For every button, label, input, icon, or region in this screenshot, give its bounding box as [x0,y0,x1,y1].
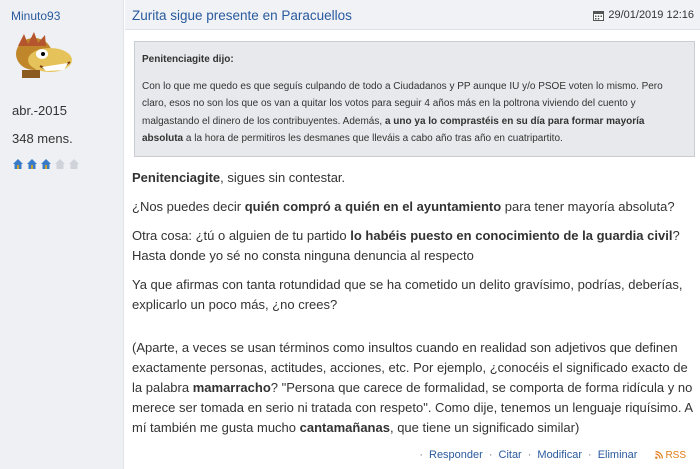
rank-icon [68,158,80,170]
rss-icon [655,451,663,459]
post-actions: · Responder · Citar · Modificar · Eliminar RSS [419,449,686,461]
user-rank [12,158,80,170]
quote-link[interactable]: Citar [498,449,522,461]
rank-icon [54,158,66,170]
paragraph: ¿Nos puedes decir quién compró a quién en el ayuntamiento para tener mayoría absoluta? [132,199,675,214]
post-title[interactable]: Zurita sigue presente en Paracuellos [132,8,352,23]
avatar[interactable] [12,30,76,80]
username-link[interactable]: Minuto93 [11,9,61,23]
post-date [593,9,694,21]
post-header [125,0,700,30]
post-body [132,168,694,447]
message-count: 348 mens. [12,131,73,146]
quote-text: Con lo que me quedo es que seguís culpando de todo a Ciudadanos y PP aunque IU y/o PSOE voten lo mismo. Pero claro, esos no son los que os van a quitar los votos para seguir 4 años más en la poltrona viviendo del cuento y malgastando el dinero de los contribuyentes. Además, a uno ya lo comprastéis en su día para formar mayoría absoluta a la hora de permitiros les desmanes que lleváis a cabo año tras año en cuatripartito. [142,80,663,144]
quote-block [134,41,695,157]
paragraph: Ya que afirmas con tanta rotundidad que se ha cometido un delito gravísimo, podrías, deberías, explicarlo un poco más, ¿no crees? [132,277,683,312]
paragraph: Penitenciagite, sigues sin contestar. [132,170,346,185]
user-info-panel [0,0,124,469]
join-date: abr.-2015 [12,103,67,118]
rank-icon [26,158,38,170]
quote-author: Penitenciagite dijo: [142,54,234,65]
paragraph: Otra cosa: ¿tú o alguien de tu partido lo habéis puesto en conocimiento de la guardia civil? Hasta donde yo sé no consta ninguna denuncia al respecto [132,228,680,263]
rank-icon [40,158,52,170]
reply-link[interactable]: Responder [429,449,483,461]
calendar-icon [593,10,604,21]
rank-icon [12,158,24,170]
post-content [125,0,700,469]
rss-link[interactable]: RSS [655,450,686,461]
paragraph: (Aparte, a veces se usan términos como insultos cuando en realidad son adjetivos que definen exactamente personas, actitudes, acciones, etc. Por ejemplo, ¿conocéis el significado exacto de la palabra mamarracho? "Persona que carece de formalidad, se comporta de forma ridícula y no merece ser tomada en serio ni tratada con respeto". Como dije, tenemos un lenguaje riquísimo. A mí también me gusta mucho cantamañanas, que tiene un significado similar) [132,340,693,435]
delete-link[interactable]: Eliminar [597,449,638,461]
edit-link[interactable]: Modificar [537,449,583,461]
post-date-text: 29/01/2019 12:16 [608,9,694,21]
